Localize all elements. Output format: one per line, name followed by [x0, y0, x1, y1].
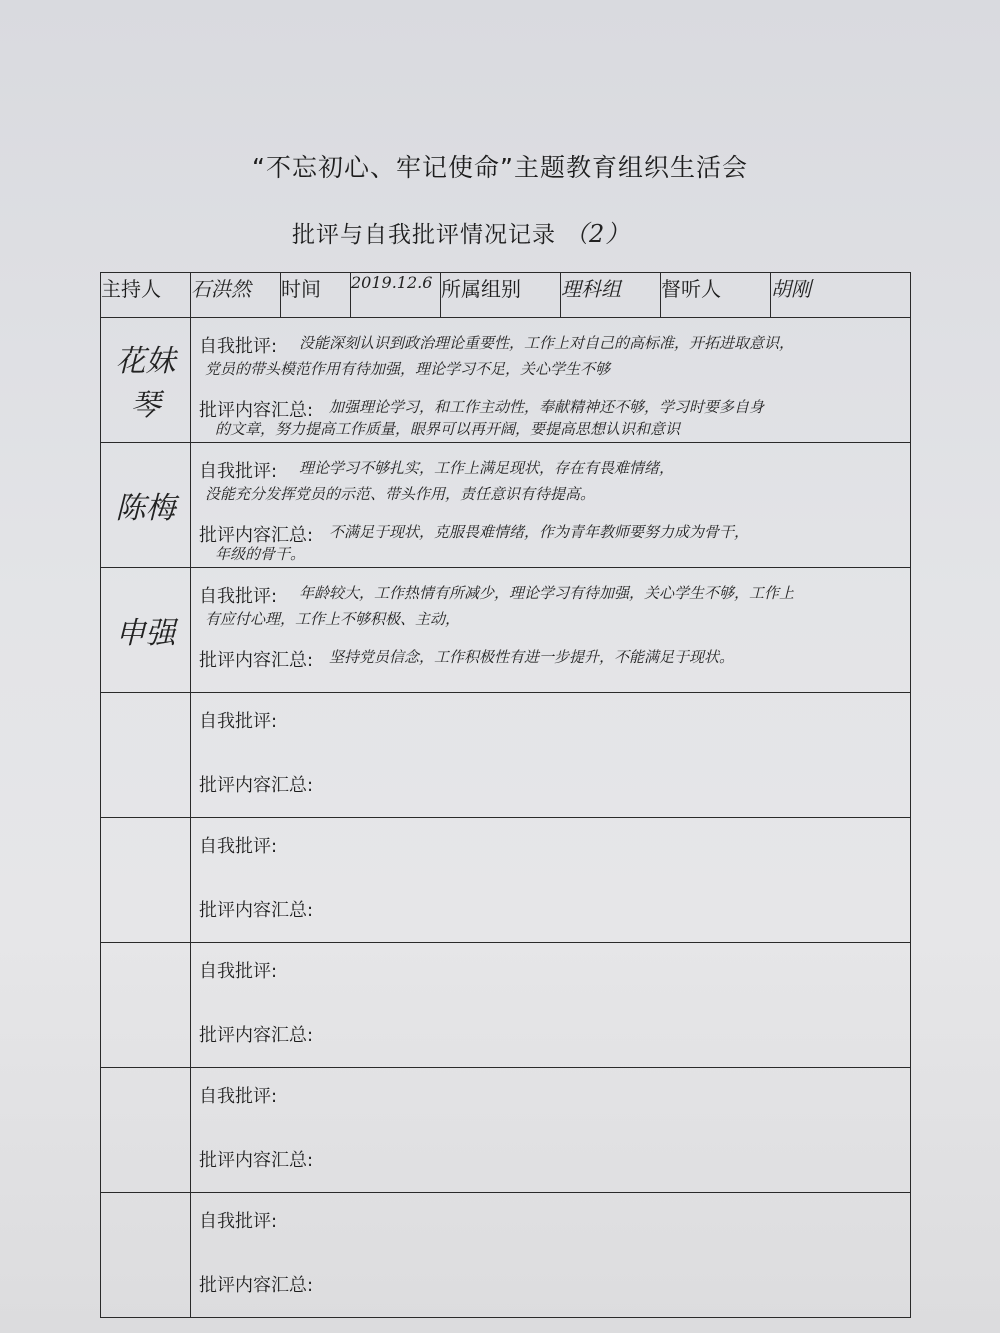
self-criticism-label: 自我批评: [199, 1211, 278, 1232]
self-criticism-label: 自我批评: [199, 711, 278, 732]
entry-row [101, 1068, 911, 1193]
criticism-summary-text: 的文章，努力提高工作质量，眼界可以再开阔，要提高思想认识和意识 [215, 420, 681, 438]
criticism-summary-label: 批评内容汇总: [199, 525, 314, 546]
record-table [100, 272, 911, 1318]
self-criticism-text: 没能充分发挥党员的示范、带头作用，责任意识有待提高。 [205, 485, 596, 503]
self-criticism-text: 没能深刻认识到政治理论重要性，工作上对自己的高标准，开拓进取意识， [299, 334, 795, 352]
member-name: 花妹琴 [101, 318, 191, 443]
entry-content [191, 1193, 911, 1318]
time-value: 2019.12.6 [351, 273, 441, 318]
entry-content [191, 318, 911, 443]
self-criticism-label: 自我批评: [199, 586, 278, 607]
entry-content [191, 693, 911, 818]
criticism-summary-label: 批评内容汇总: [199, 1275, 314, 1296]
self-criticism-label: 自我批评: [199, 1086, 278, 1107]
entry-row [101, 568, 911, 693]
criticism-summary-label: 批评内容汇总: [199, 775, 314, 796]
header-row [101, 273, 911, 318]
criticism-summary-text: 不满足于现状，克服畏难情绪，作为青年教师要努力成为骨干， [329, 523, 750, 541]
self-criticism-text: 理论学习不够扎实，工作上满足现状，存在有畏难情绪， [299, 459, 675, 477]
member-name: 陈梅 [101, 443, 191, 568]
member-name [101, 943, 191, 1068]
entry-content [191, 818, 911, 943]
subtitle-number: （2） [564, 220, 631, 248]
entry-row [101, 693, 911, 818]
criticism-summary-text: 坚持党员信念，工作积极性有进一步提升，不能满足于现状。 [329, 648, 735, 666]
member-name [101, 818, 191, 943]
entry-content [191, 568, 911, 693]
document-title: “不忘初心、牢记使命”主题教育组织生活会 [252, 153, 748, 182]
criticism-summary-label: 批评内容汇总: [199, 900, 314, 921]
self-criticism-text: 年龄较大，工作热情有所减少，理论学习有待加强，关心学生不够，工作上 [299, 584, 795, 602]
criticism-summary-label: 批评内容汇总: [199, 1025, 314, 1046]
member-name: 申强 [101, 568, 191, 693]
host-label: 主持人 [101, 273, 191, 318]
member-name [101, 693, 191, 818]
criticism-summary-label: 批评内容汇总: [199, 400, 314, 421]
subtitle-text: 批评与自我批评情况记录 [292, 222, 556, 248]
document-subtitle [292, 214, 630, 249]
entry-content [191, 943, 911, 1068]
entry-row [101, 443, 911, 568]
entry-content [191, 443, 911, 568]
self-criticism-text: 有应付心理，工作上不够积极、主动， [205, 610, 461, 628]
host-value: 石洪然 [191, 273, 281, 318]
supervisor-label: 督听人 [661, 273, 771, 318]
time-label: 时间 [281, 273, 351, 318]
criticism-summary-text: 年级的骨干。 [215, 545, 306, 563]
self-criticism-text: 党员的带头模范作用有待加强，理论学习不足，关心学生不够 [205, 360, 611, 378]
entry-row [101, 818, 911, 943]
self-criticism-label: 自我批评: [199, 336, 278, 357]
entries-body [101, 318, 911, 1318]
member-name [101, 1193, 191, 1318]
group-label: 所属组别 [441, 273, 561, 318]
member-name [101, 1068, 191, 1193]
self-criticism-label: 自我批评: [199, 836, 278, 857]
entry-row [101, 1193, 911, 1318]
criticism-summary-text: 加强理论学习，和工作主动性，奉献精神还不够，学习时要多自身 [329, 398, 765, 416]
criticism-summary-label: 批评内容汇总: [199, 650, 314, 671]
entry-row [101, 318, 911, 443]
criticism-summary-label: 批评内容汇总: [199, 1150, 314, 1171]
self-criticism-label: 自我批评: [199, 461, 278, 482]
entry-content [191, 1068, 911, 1193]
entry-row [101, 943, 911, 1068]
supervisor-value: 胡刚 [771, 273, 911, 318]
group-value: 理科组 [561, 273, 661, 318]
self-criticism-label: 自我批评: [199, 961, 278, 982]
